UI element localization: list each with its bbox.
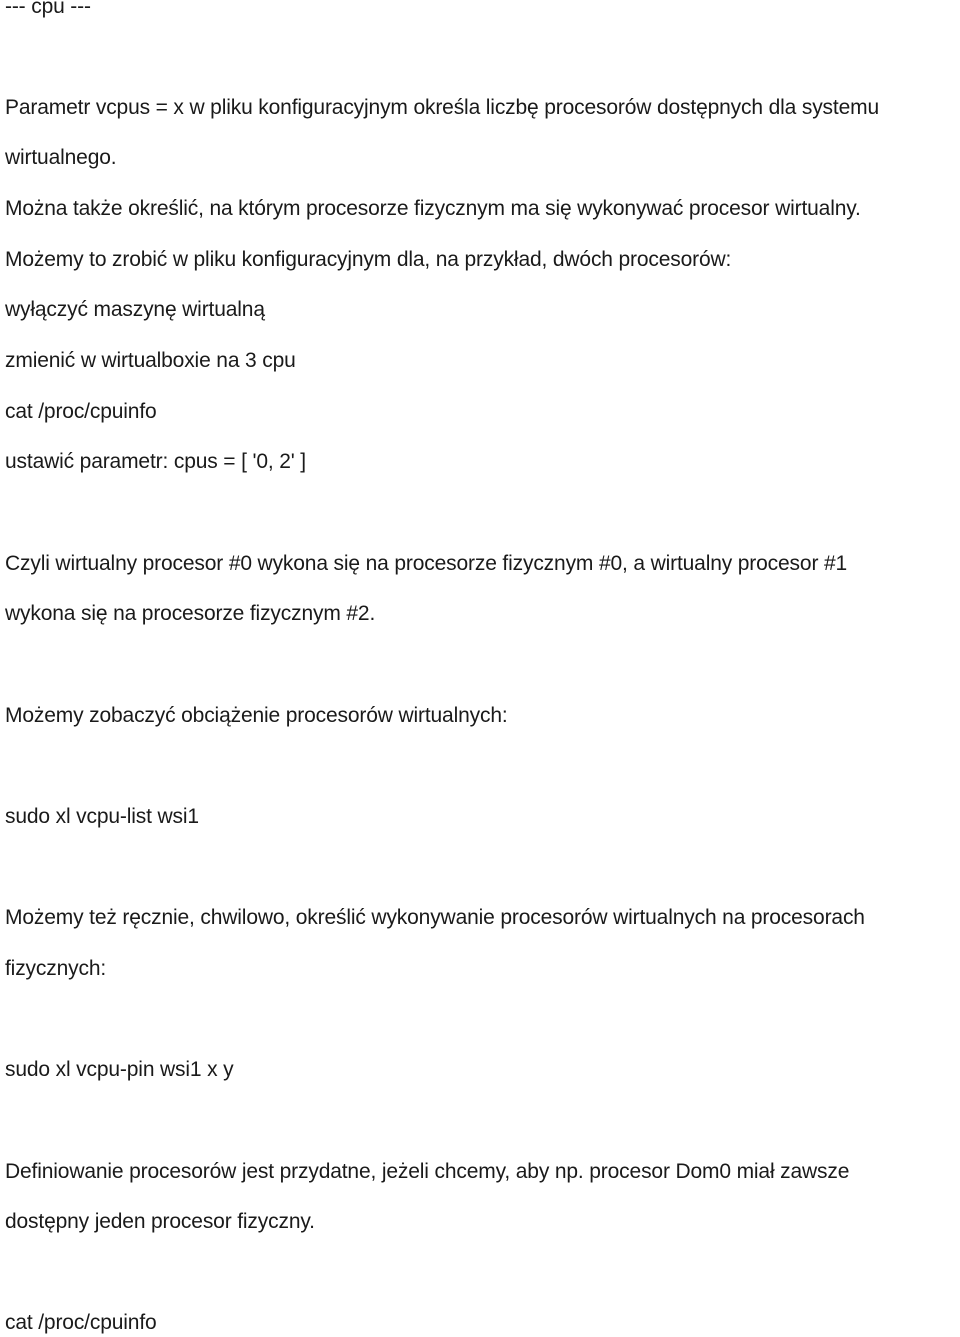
paragraph-line: Czyli wirtualny procesor #0 wykona się na procesorze fizycznym #0, a wirtualny procesor #1 [5,552,848,575]
command-line: cat /proc/cpuinfo [5,400,157,423]
paragraph-line: Parametr vcpus = x w pliku konfiguracyjnym określa liczbę procesorów dostępnych dla systemu [5,96,879,119]
section-heading: --- cpu --- [5,0,91,18]
paragraph-line: Możemy też ręcznie, chwilowo, określić wykonywanie procesorów wirtualnych na procesorach [5,906,865,929]
command-line: sudo xl vcpu-pin wsi1 x y [5,1058,234,1081]
paragraph-line: wykona się na procesorze fizycznym #2. [5,602,376,625]
paragraph-line: dostępny jeden procesor fizyczny. [5,1210,315,1233]
command-line: sudo xl vcpu-list wsi1 [5,805,199,828]
list-item: ustawić parametr: cpus = [ '0, 2' ] [5,450,306,473]
paragraph-line: wirtualnego. [5,146,117,169]
paragraph-line: fizycznych: [5,957,107,980]
paragraph-line: Możemy zobaczyć obciążenie procesorów wirtualnych: [5,704,508,727]
paragraph-line: Możemy to zrobić w pliku konfiguracyjnym dla, na przykład, dwóch procesorów: [5,248,732,271]
list-item: zmienić w wirtualboxie na 3 cpu [5,349,296,372]
command-line: cat /proc/cpuinfo [5,1311,157,1334]
paragraph-line: Można także określić, na którym procesorze fizycznym ma się wykonywać procesor wirtualny. [5,197,861,220]
paragraph-line: Definiowanie procesorów jest przydatne, jeżeli chcemy, aby np. procesor Dom0 miał zawsze [5,1160,850,1183]
list-item: wyłączyć maszynę wirtualną [5,298,265,321]
